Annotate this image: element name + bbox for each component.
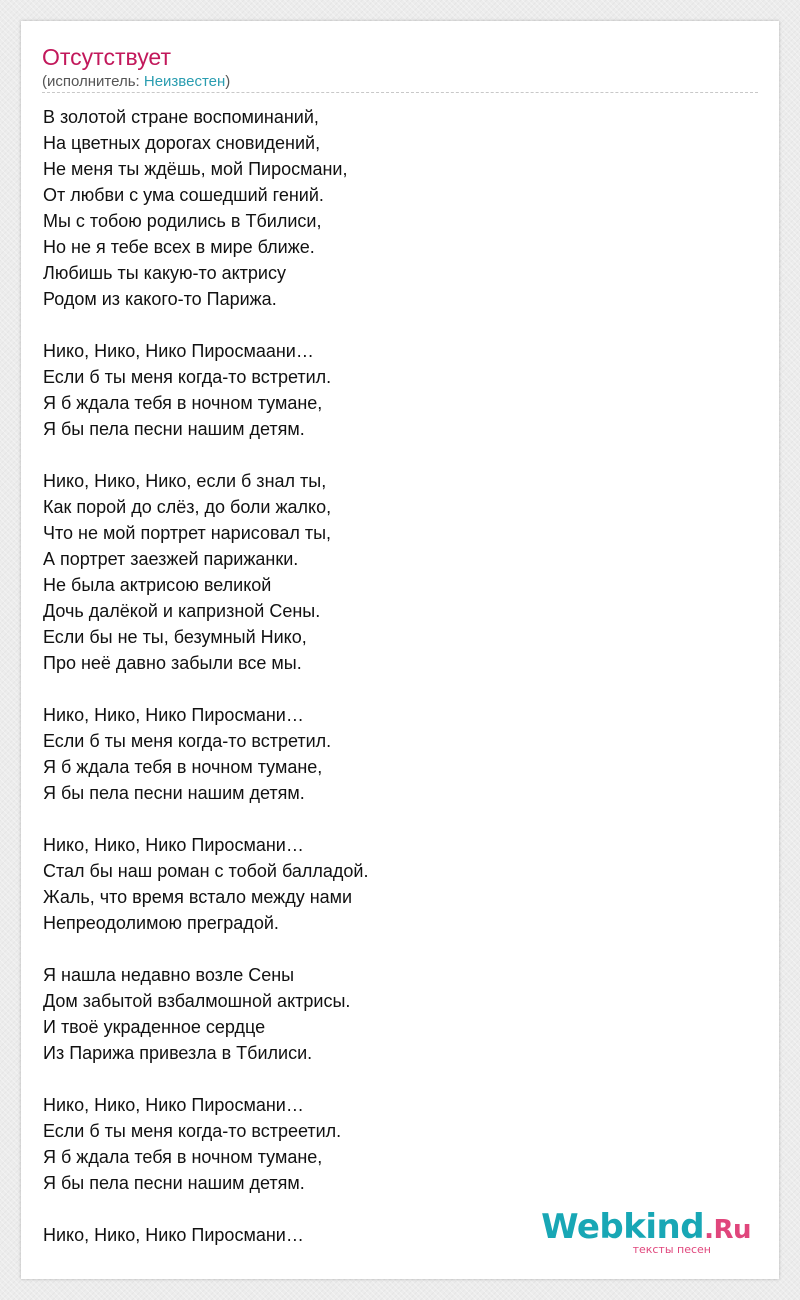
lyric-line: Но не я тебе всех в мире ближе. [43, 237, 315, 257]
lyric-line: А портрет заезжей парижанки. [43, 549, 299, 569]
lyric-line: Нико, Нико, Нико Пиросмани… [43, 705, 304, 725]
lyric-line: В золотой стране воспоминаний, [43, 107, 319, 127]
lyric-line: Непреодолимою преградой. [43, 913, 279, 933]
lyric-line: Из Парижа привезла в Тбилиси. [43, 1043, 313, 1063]
performer-suffix: ) [225, 73, 231, 90]
lyric-line: Нико, Нико, Нико Пиросмани… [43, 1095, 304, 1115]
performer-prefix: (исполнитель: [42, 73, 144, 90]
lyric-line: Если бы не ты, безумный Нико, [43, 627, 307, 647]
lyrics-stanza [43, 468, 759, 676]
lyric-line: На цветных дорогах сновидений, [43, 133, 321, 153]
performer-line [42, 72, 230, 92]
lyric-line: Не была актрисою великой [43, 575, 272, 595]
lyrics-stanza [43, 1092, 759, 1196]
lyric-line: Если б ты меня когда-то встретил. [43, 731, 332, 751]
lyric-line: Я бы пела песни нашим детям. [43, 419, 305, 439]
lyric-line: Дочь далёкой и капризной Сены. [43, 601, 321, 621]
watermark-tld: .Ru [704, 1215, 751, 1245]
lyric-line: Нико, Нико, Нико Пиросмани… [43, 835, 304, 855]
lyrics-stanza [43, 962, 759, 1066]
lyric-line: Если б ты меня когда-то встреетил. [43, 1121, 342, 1141]
header-divider [42, 92, 758, 93]
lyric-line: Как порой до слёз, до боли жалко, [43, 497, 332, 517]
lyric-line: Я б ждала тебя в ночном тумане, [43, 757, 323, 777]
lyrics-body [43, 104, 759, 1274]
lyrics-card [21, 21, 779, 1279]
lyric-line: Про неё давно забыли все мы. [43, 653, 302, 673]
lyric-line: Любишь ты какую-то актрису [43, 263, 286, 283]
lyric-line: Родом из какого-то Парижа. [43, 289, 277, 309]
watermark-tagline: тексты песен [632, 1243, 711, 1256]
watermark-brand: Webkind [541, 1207, 705, 1247]
lyric-line: И твоё украденное сердце [43, 1017, 266, 1037]
lyric-line: Я бы пела песни нашим детям. [43, 1173, 305, 1193]
song-title: Отсутствует [42, 44, 171, 70]
lyric-line: Я нашла недавно возле Сены [43, 965, 295, 985]
lyric-line: Я б ждала тебя в ночном тумане, [43, 1147, 323, 1167]
lyric-line: Стал бы наш роман с тобой балладой. [43, 861, 369, 881]
lyric-line: Если б ты меня когда-то встретил. [43, 367, 332, 387]
lyrics-stanza [43, 104, 759, 312]
lyric-line: Нико, Нико, Нико Пиросмаани… [43, 341, 314, 361]
lyric-line: Жаль, что время встало между нами [43, 887, 353, 907]
site-watermark [541, 1209, 751, 1255]
lyric-line: Мы с тобою родились в Тбилиси, [43, 211, 322, 231]
lyric-line: Дом забытой взбалмошной актрисы. [43, 991, 351, 1011]
lyric-line: От любви с ума сошедший гений. [43, 185, 324, 205]
lyric-line: Не меня ты ждёшь, мой Пиросмани, [43, 159, 348, 179]
lyric-line: Нико, Нико, Нико, если б знал ты, [43, 471, 327, 491]
lyrics-stanza [43, 338, 759, 442]
lyrics-stanza [43, 702, 759, 806]
lyric-line: Что не мой портрет нарисовал ты, [43, 523, 332, 543]
lyric-line: Нико, Нико, Нико Пиросмани… [43, 1225, 304, 1245]
lyrics-stanza [43, 832, 759, 936]
performer-link[interactable]: Неизвестен [143, 73, 226, 90]
lyric-line: Я бы пела песни нашим детям. [43, 783, 305, 803]
lyric-line: Я б ждала тебя в ночном тумане, [43, 393, 323, 413]
